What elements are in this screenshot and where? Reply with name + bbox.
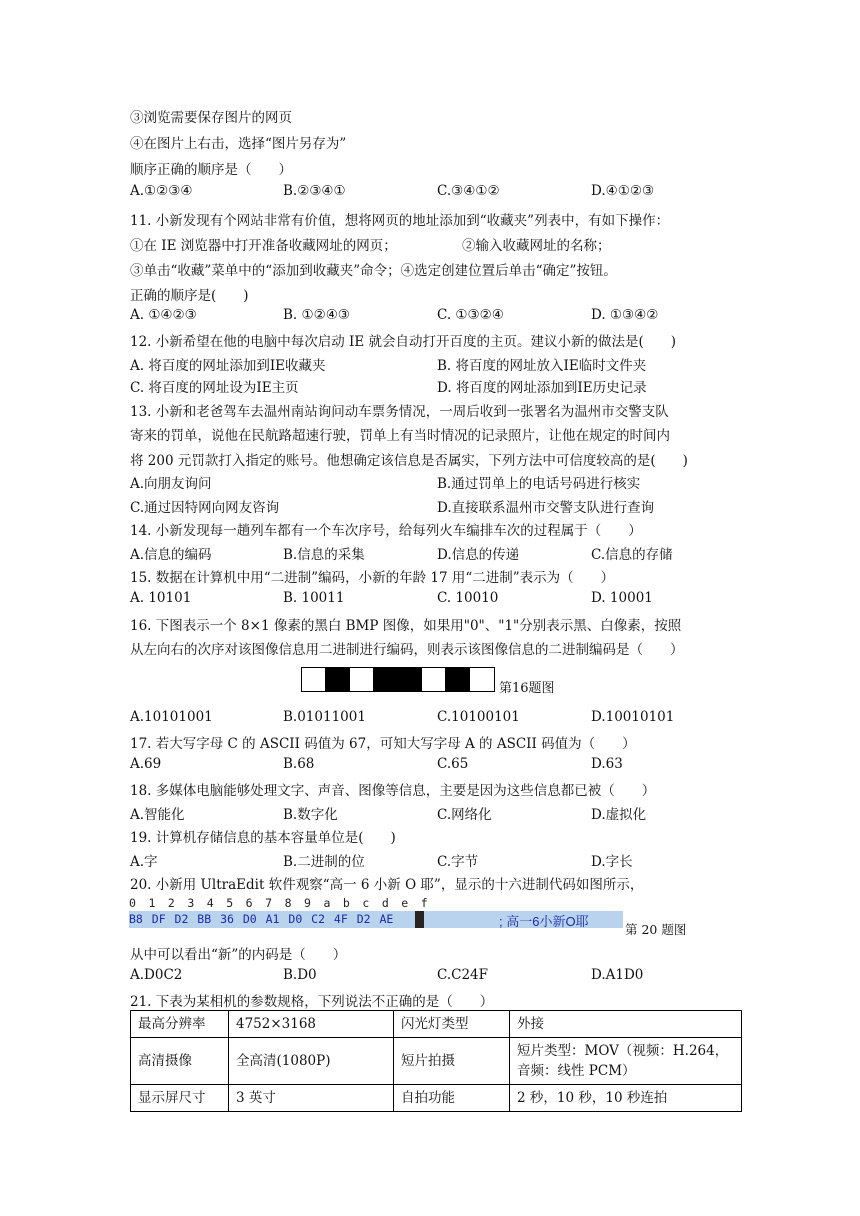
table-row xyxy=(131,1085,742,1112)
q11-option-c: C. ①③②④ xyxy=(437,307,504,323)
q20-option-d: D.A1D0 xyxy=(591,967,644,983)
table-cell: 全高清(1080P) xyxy=(229,1038,394,1085)
table-cell: 3 英寸 xyxy=(229,1085,394,1112)
q18-stem: 18. 多媒体电脑能够处理文字、声音、图像等信息，主要是因为这些信息都已被（ ） xyxy=(130,783,656,799)
q11-step2: ②输入收藏网址的名称； xyxy=(462,238,611,254)
q19-option-a: A.字 xyxy=(130,854,158,870)
q10-step3: ③浏览需要保存图片的网页 xyxy=(130,110,292,126)
q16-option-a: A.10101001 xyxy=(130,709,213,725)
q14-option-c: C.信息的存储 xyxy=(591,547,673,563)
q12-option-d: D. 将百度的网址添加到IE历史记录 xyxy=(437,380,647,396)
q20-stem: 20. 小新用 UltraEdit 软件观察“高一 6 小新 O 耶”，显示的十六进制代码如图所示， xyxy=(130,877,644,893)
q14-option-d: D.信息的传递 xyxy=(437,547,520,563)
table-cell: 短片类型：MOV（视频：H.264，音频：线性 PCM） xyxy=(510,1038,742,1085)
q14-option-a: A.信息的编码 xyxy=(130,547,212,563)
q13-option-d: D.直接联系温州市交警支队进行查询 xyxy=(437,500,655,516)
hex-bytes: B8 DF D2 BB 36 D0 A1 D0 C2 4F D2 AE xyxy=(129,912,394,926)
figure-16-caption: 第16题图 xyxy=(499,681,555,696)
q13-stem-1: 13. 小新和老爸驾车去温州南站询问动车票务情况，一周后收到一张署名为温州市交警支队 xyxy=(130,404,669,420)
q17-option-d: D.63 xyxy=(591,756,623,772)
q13-stem-3: 将 200 元罚款打入指定的账号。他想确定该信息是否属实，下列方法中可信度较高的是( ) xyxy=(130,453,688,469)
camera-spec-table xyxy=(130,1010,742,1112)
q17-option-a: A.69 xyxy=(130,756,162,772)
q10-stem: 顺序正确的顺序是（ ） xyxy=(130,162,292,178)
q10-step4: ④在图片上右击，选择“图片另存为” xyxy=(130,136,347,152)
q16-stem-1: 16. 下图表示一个 8×1 像素的黑白 BMP 图像，如果用"0"、"1"分别表示黑、白像素，按照 xyxy=(130,618,682,634)
pixel-cell xyxy=(350,668,374,691)
q19-option-d: D.字长 xyxy=(591,854,633,870)
q21-stem: 21. 下表为某相机的参数规格，下列说法不正确的是（ ） xyxy=(130,994,494,1010)
hex-ascii-text: ; 高一6小新O耶 xyxy=(499,914,589,929)
table-row xyxy=(131,1011,742,1038)
hex-editor-row xyxy=(129,911,623,928)
q13-option-c: C.通过因特网向网友咨询 xyxy=(130,500,280,516)
figure-20-caption: 第 20 题图 xyxy=(625,922,687,937)
table-cell: 短片拍摄 xyxy=(394,1038,510,1085)
q20-option-c: C.C24F xyxy=(437,967,489,983)
table-row xyxy=(131,1038,742,1085)
q15-option-b: B. 10011 xyxy=(283,590,345,606)
pixel-cell xyxy=(398,668,422,691)
table-cell: 4752×3168 xyxy=(229,1011,394,1038)
q10-option-d: D.④①②③ xyxy=(591,183,655,199)
q12-stem: 12. 小新希望在他的电脑中每次启动 IE 就会自动打开百度的主页。建议小新的做法是( ) xyxy=(130,334,677,350)
q11-step1: ①在 IE 浏览器中打开准备收藏网址的网页； xyxy=(130,238,397,254)
table-cell: 闪光灯类型 xyxy=(394,1011,510,1038)
q17-stem: 17. 若大写字母 C 的 ASCII 码值为 67，可知大写字母 A 的 ASCII 码值为（ ） xyxy=(130,736,636,752)
q10-option-c: C.③④①② xyxy=(437,183,500,199)
q17-option-b: B.68 xyxy=(283,756,315,772)
q18-option-b: B.数字化 xyxy=(283,807,338,823)
q13-option-a: A.向朋友询问 xyxy=(130,476,212,492)
table-cell: 显示屏尺寸 xyxy=(131,1085,229,1112)
q11-option-a: A. ①④②③ xyxy=(130,307,197,323)
text-cursor xyxy=(415,911,424,928)
q12-option-b: B. 将百度的网址放入IE临时文件夹 xyxy=(437,358,647,374)
q10-option-a: A.①②③④ xyxy=(130,183,193,199)
q15-option-c: C. 10010 xyxy=(437,590,499,606)
q18-option-d: D.虚拟化 xyxy=(591,807,647,823)
q20-option-b: B.D0 xyxy=(283,967,317,983)
q11-question: 正确的顺序是( ) xyxy=(130,288,249,304)
q16-option-c: C.10100101 xyxy=(437,709,520,725)
q17-option-c: C.65 xyxy=(437,756,469,772)
q19-option-c: C.字节 xyxy=(437,854,479,870)
q13-stem-2: 寄来的罚单，说他在民航路超速行驶，罚单上有当时情况的记录照片，让他在规定的时间内 xyxy=(130,428,670,444)
table-cell: 外接 xyxy=(510,1011,742,1038)
q11-stem: 11. 小新发现有个网站非常有价值，想将网页的地址添加到“收藏夹”列表中，有如下操作： xyxy=(130,213,670,229)
pixel-cell xyxy=(374,668,398,691)
pixel-cell xyxy=(470,668,494,691)
table-cell: 高清摄像 xyxy=(131,1038,229,1085)
pixel-strip-figure xyxy=(301,667,495,692)
q18-option-a: A.智能化 xyxy=(130,807,185,823)
q19-stem: 19. 计算机存储信息的基本容量单位是( ) xyxy=(130,830,396,846)
q12-option-c: C. 将百度的网址设为IE主页 xyxy=(130,380,299,396)
q10-option-b: B.②③④① xyxy=(283,183,346,199)
q14-option-b: B.信息的采集 xyxy=(283,547,365,563)
pixel-cell xyxy=(446,668,470,691)
q11-option-d: D. ①③④② xyxy=(591,307,659,323)
q13-option-b: B.通过罚单上的电话号码进行核实 xyxy=(437,476,641,492)
table-cell: 最高分辨率 xyxy=(131,1011,229,1038)
q12-option-a: A. 将百度的网址添加到IE收藏夹 xyxy=(130,358,326,374)
q15-option-a: A. 10101 xyxy=(130,590,192,606)
q19-option-b: B.二进制的位 xyxy=(283,854,365,870)
q16-option-b: B.01011001 xyxy=(283,709,366,725)
q15-stem: 15. 数据在计算机中用“二进制”编码，小新的年龄 17 用“二进制”表示为（ ） xyxy=(130,570,615,586)
q14-stem: 14. 小新发现每一趟列车都有一个车次序号，给每列火车编排车次的过程属于（ ） xyxy=(130,523,642,539)
q20-question: 从中可以看出“新”的内码是（ ） xyxy=(130,947,347,963)
table-cell: 2 秒，10 秒，10 秒连拍 xyxy=(510,1085,742,1112)
q20-option-a: A.D0C2 xyxy=(130,967,183,983)
q11-option-b: B. ①②④③ xyxy=(283,307,350,323)
q16-stem-2: 从左向右的次序对该图像信息用二进制进行编码，则表示该图像信息的二进制编码是（ ） xyxy=(130,642,684,658)
q15-option-d: D. 10001 xyxy=(591,590,653,606)
table-cell: 自拍功能 xyxy=(394,1085,510,1112)
pixel-cell xyxy=(326,668,350,691)
hex-column-ruler: 0 1 2 3 4 5 6 7 8 9 a b c d e f xyxy=(129,896,623,912)
q18-option-c: C.网络化 xyxy=(437,807,492,823)
pixel-cell xyxy=(302,668,326,691)
pixel-cell xyxy=(422,668,446,691)
q16-option-d: D.10010101 xyxy=(591,709,675,725)
q11-step3: ③单击“收藏”菜单中的“添加到收藏夹”命令；④选定创建位置后单击“确定”按钮。 xyxy=(130,263,617,279)
